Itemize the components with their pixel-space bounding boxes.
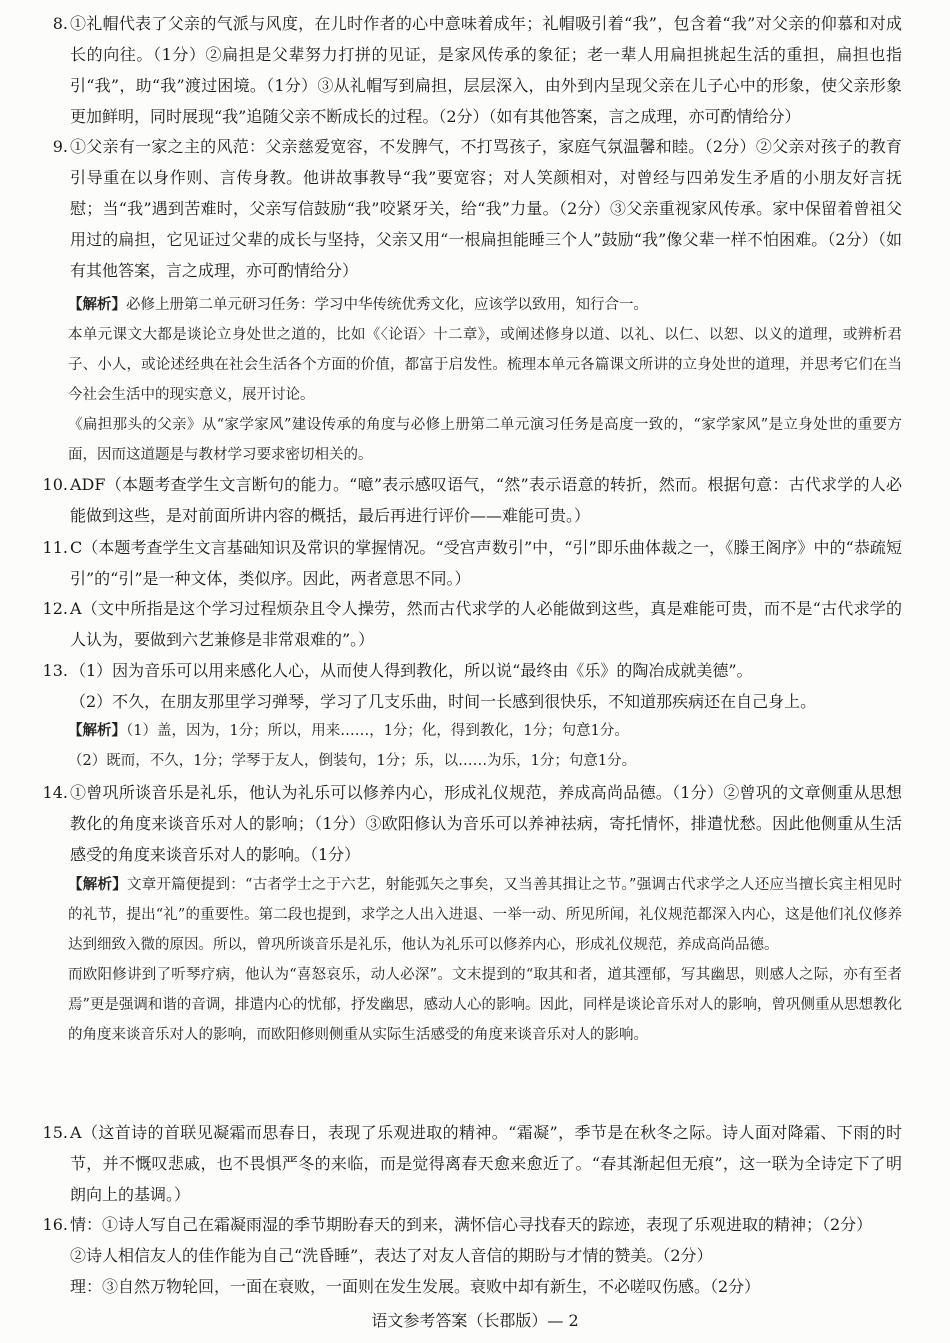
answer-text: ②诗人相信友人的佳作能为自己“洗昏睡”，表达了对友人音信的期盼与才情的赞美。（2分） bbox=[70, 1246, 713, 1265]
item-body bbox=[70, 131, 902, 286]
answer-text: ①父亲有一家之主的风范：父亲慈爱宽容，不发脾气，不打骂孩子，家庭气氛温馨和睦。（2分）②父亲对孩子的教育引导重在以身作则、言传身教。他讲故事教导“我”要宽容；对人笑颜相对，对曾经与四弟发生矛盾的小朋友好言抚慰；当“我”遇到苦难时，父亲写信鼓励“我”咬紧牙关，给“我”力量。（2分）③父亲重视家风传承。家中保留着曾祖父用过的扁担，它见证过父辈的成长与坚持，父亲又用“一根扁担能睡三个人”鼓励“我”像父辈一样不怕困难。（2分）（如有其他答案，言之成理，亦可酌情给分） bbox=[70, 137, 902, 280]
answer-text: ADF（本题考查学生文言断句的能力。“噫”表示感叹语气，“然”表示语意的转折，然而。根据句意：古代求学的人必能做到这些，是对前面所讲内容的概括，最后再进行评价——难能可贵。） bbox=[70, 475, 902, 525]
item-body bbox=[70, 777, 902, 870]
item-body bbox=[70, 655, 902, 717]
analysis-text: 《扁担那头的父亲》从“家学家风”建设传承的角度与必修上册第二单元演习任务是高度一致的，“家学家风”是立身处世的重要方面，因而这道题是与教材学习要求密切相关的。 bbox=[68, 417, 902, 463]
analysis-tag: 【解析】 bbox=[68, 297, 126, 313]
item-number: 12. bbox=[42, 599, 68, 618]
item-body bbox=[70, 1117, 902, 1210]
item-body bbox=[70, 1209, 902, 1302]
page-footer: 语文参考答案（长郡版）— 2 bbox=[371, 1311, 579, 1330]
item-number: 8. bbox=[52, 14, 68, 33]
answer-text: （2）不久，在朋友那里学习弹琴，学习了几支乐曲，时间一长感到很快乐，不知道那疾病还在自己身上。 bbox=[70, 692, 817, 711]
item-number: 9. bbox=[52, 137, 68, 156]
item-number: 11. bbox=[42, 538, 68, 557]
answer-text: （1）因为音乐可以用来感化人心，从而使人得到教化，所以说“最终由《乐》的陶冶成就美德”。 bbox=[70, 661, 753, 680]
analysis-tag: 【解析】 bbox=[68, 877, 128, 893]
analysis-text: （1）盖，因为，1分；所以，用来……，1分；化，得到教化，1分；句意1分。 bbox=[126, 723, 629, 739]
item-number: 15. bbox=[42, 1123, 68, 1142]
item-body bbox=[70, 469, 902, 531]
answer-text: 情：①诗人写自己在霜凝雨湿的季节期盼春天的到来，满怀信心寻找春天的踪迹，表现了乐观进取的精神；（2分） bbox=[70, 1215, 873, 1234]
answer-text: ①礼帽代表了父亲的气派与风度，在儿时作者的心中意味着成年；礼帽吸引着“我”，包含着“我”对父亲的仰慕和对成长的向往。（1分）②扁担是父辈努力打拼的见证，是家风传承的象征；老一辈人用扁担挑起生活的重担，扁担也指引“我”，助“我”渡过困境。（1分）③从礼帽写到扁担，层层深入，由外到内呈现父亲在儿子心中的形象，使父亲形象更加鲜明，同时展现“我”追随父亲不断成长的过程。（2分）（如有其他答案，言之成理，亦可酌情给分） bbox=[70, 14, 902, 126]
answer-text: C（本题考查学生文言基础知识及常识的掌握情况。“受宫声数引”中，“引”即乐曲体裁之一，《滕王阁序》中的“恭疏短引”的“引”是一种文体，类似序。因此，两者意思不同。） bbox=[70, 538, 902, 588]
item-body bbox=[70, 8, 902, 132]
item-body bbox=[70, 532, 902, 594]
item-number: 13. bbox=[42, 661, 68, 680]
analysis-note-13 bbox=[68, 716, 902, 776]
answer-text: A（这首诗的首联见凝霜而思春日，表现了乐观进取的精神。“霜凝”，季节是在秋冬之际。诗人面对降霜、下雨的时节，并不慨叹悲戚，也不畏惧严冬的来临，而是觉得离春天愈来愈近了。“春其渐起但无痕”，这一联为全诗定下了明朗向上的基调。） bbox=[70, 1123, 902, 1204]
analysis-text: 本单元课文大都是谈论立身处世之道的，比如《〈论语〉十二章》，或阐述修身以道、以礼、以仁、以恕、以义的道理，或辨析君子、小人，或论述经典在社会生活各个方面的价值，都富于启发性。梳理本单元各篇课文所讲的立身处世的道理，并思考它们在当今社会生活中的现实意义，展开讨论。 bbox=[68, 327, 902, 403]
analysis-note-14 bbox=[68, 870, 902, 1050]
item-number: 16. bbox=[42, 1215, 68, 1234]
answer-text: ①曾巩所谈音乐是礼乐，他认为礼乐可以修养内心，形成礼仪规范，养成高尚品德。（1分）②曾巩的文章侧重从思想教化的角度来谈音乐对人的影响；（1分）③欧阳修认为音乐可以养神祛病，寄托情怀，排遣忧愁。因此他侧重从生活感受的角度来谈音乐对人的影响。（1分） bbox=[70, 783, 902, 864]
analysis-text: 必修上册第二单元研习任务：学习中华传统优秀文化，应该学以致用，知行合一。 bbox=[126, 297, 648, 313]
analysis-tag: 【解析】 bbox=[68, 723, 126, 739]
answer-text: 理：③自然万物轮回，一面在衰败，一面则在发生发展。衰败中却有新生，不必嗟叹伤感。（2分） bbox=[70, 1277, 761, 1296]
item-number: 14. bbox=[42, 783, 68, 802]
analysis-text: 文章开篇便提到：“古者学士之于六艺，射能弧矢之事矣，又当善其揖让之节。”强调古代求学之人还应当擅长宾主相见时的礼节，提出“礼”的重要性。第二段也提到，求学之人出入进退、一举一动、所见所闻，礼仪规范都深入内心，这是他们礼仪修养达到细致入微的原因。所以，曾巩所谈音乐是礼乐，他认为礼乐可以修养内心，形成礼仪规范，养成高尚品德。 bbox=[68, 877, 902, 953]
analysis-text: （2）既而，不久，1分；学琴于友人，倒装句，1分；乐，以……为乐，1分；句意1分。 bbox=[68, 753, 637, 769]
analysis-note-9 bbox=[68, 290, 902, 470]
item-number: 10. bbox=[42, 475, 68, 494]
analysis-text: 而欧阳修讲到了听琴疗病，他认为“喜怒哀乐，动人必深”。文末提到的“取其和者，道其湮郁，写其幽思，则感人之际，亦有至者焉”更是强调和谐的音调，排遣内心的忧郁，抒发幽思，感动人心的影响。因此，同样是谈论音乐对人的影响，曾巩侧重从思想教化的角度来谈音乐对人的影响，而欧阳修则侧重从实际生活感受的角度来谈音乐对人的影响。 bbox=[68, 967, 902, 1043]
item-body bbox=[70, 593, 902, 655]
answer-text: A（文中所指是这个学习过程烦杂且令人操劳，然而古代求学的人必能做到这些，真是难能可贵，而不是“古代求学的人认为，要做到六艺兼修是非常艰难的”。） bbox=[70, 599, 902, 649]
